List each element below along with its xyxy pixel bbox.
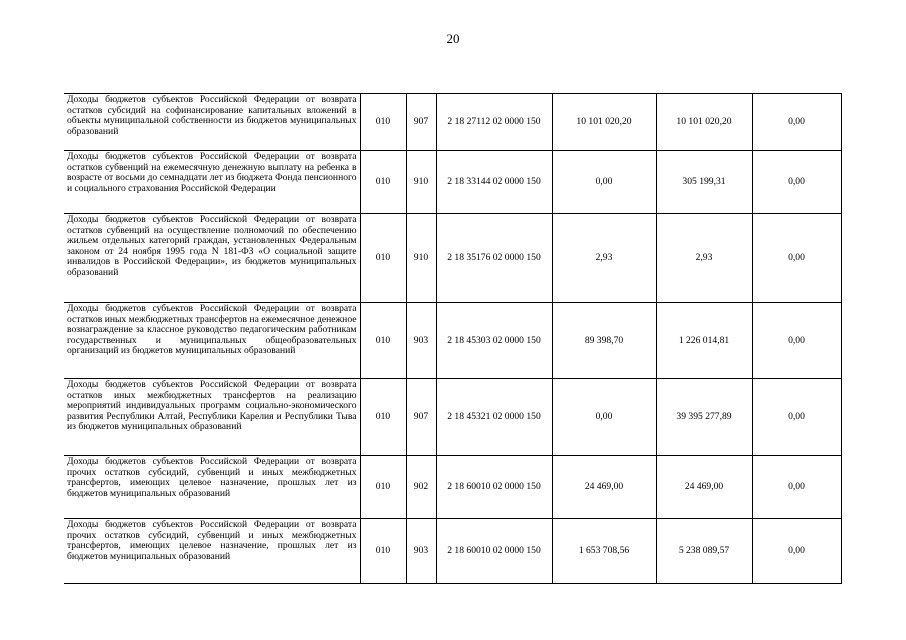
amount-2: 305 199,31 — [656, 151, 752, 214]
administrator-code: 910 — [406, 151, 436, 214]
amount-1: 24 469,00 — [552, 456, 656, 519]
amount-1: 10 101 020,20 — [552, 94, 656, 151]
budget-classification-code: 2 18 60010 02 0000 150 — [436, 519, 552, 584]
table-row — [64, 151, 841, 214]
amount-1: 2,93 — [552, 214, 656, 303]
table-row — [64, 303, 841, 379]
amount-2: 1 226 014,81 — [656, 303, 752, 379]
amount-3: 0,00 — [752, 303, 841, 379]
table-row — [64, 456, 841, 519]
budget-classification-code: 2 18 35176 02 0000 150 — [436, 214, 552, 303]
page-number: 20 — [446, 31, 460, 46]
chapter-code: 010 — [360, 303, 406, 379]
amount-1: 0,00 — [552, 379, 656, 456]
budget-classification-code: 2 18 27112 02 0000 150 — [436, 94, 552, 151]
amount-2: 24 469,00 — [656, 456, 752, 519]
amount-2: 5 238 089,57 — [656, 519, 752, 584]
chapter-code: 010 — [360, 214, 406, 303]
administrator-code: 907 — [406, 94, 436, 151]
administrator-code: 903 — [406, 519, 436, 584]
amount-3: 0,00 — [752, 379, 841, 456]
amount-1: 89 398,70 — [552, 303, 656, 379]
table-row — [64, 94, 841, 151]
administrator-code: 907 — [406, 379, 436, 456]
revenue-description: Доходы бюджетов субъектов Российской Федерации от возврата прочих остатков субсидий, субвенций и иных межбюджетных трансфертов, имеющих целевое назначение, прошлых лет из бюджетов муниципальных образований — [64, 519, 360, 584]
budget-classification-code: 2 18 45303 02 0000 150 — [436, 303, 552, 379]
revenue-description: Доходы бюджетов субъектов Российской Федерации от возврата остатков субвенций на ежемесячную денежную выплату на ребенка в возрасте от восьми до семнадцати лет из бюджета Фонда пенсионного и социального страхования Российской Федерации — [64, 151, 360, 214]
table-row — [64, 379, 841, 456]
amount-3: 0,00 — [752, 519, 841, 584]
revenue-description: Доходы бюджетов субъектов Российской Федерации от возврата остатков иных межбюджетных трансфертов на реализацию мероприятий индивидуальных программ социально-экономического развития Республики Алтай, Республики Карелия и Республики Тыва из бюджетов муниципальных образований — [64, 379, 360, 456]
revenue-description: Доходы бюджетов субъектов Российской Федерации от возврата прочих остатков субсидий, субвенций и иных межбюджетных трансфертов, имеющих целевое назначение, прошлых лет из бюджетов муниципальных образований — [64, 456, 360, 519]
administrator-code: 903 — [406, 303, 436, 379]
amount-3: 0,00 — [752, 94, 841, 151]
amount-3: 0,00 — [752, 456, 841, 519]
table-row — [64, 214, 841, 303]
budget-classification-code: 2 18 60010 02 0000 150 — [436, 456, 552, 519]
chapter-code: 010 — [360, 94, 406, 151]
amount-3: 0,00 — [752, 214, 841, 303]
budget-classification-code: 2 18 45321 02 0000 150 — [436, 379, 552, 456]
chapter-code: 010 — [360, 151, 406, 214]
table-row — [64, 519, 841, 584]
revenue-description: Доходы бюджетов субъектов Российской Федерации от возврата остатков иных межбюджетных трансфертов на ежемесячное денежное вознаграждение за классное руководство педагогическим работникам государственных и муниципальных общеобразовательных организаций из бюджетов муниципальных образований — [64, 303, 360, 379]
amount-1: 1 653 708,56 — [552, 519, 656, 584]
administrator-code: 902 — [406, 456, 436, 519]
amount-1: 0,00 — [552, 151, 656, 214]
amount-3: 0,00 — [752, 151, 841, 214]
chapter-code: 010 — [360, 456, 406, 519]
administrator-code: 910 — [406, 214, 436, 303]
revenue-description: Доходы бюджетов субъектов Российской Федерации от возврата остатков субвенций на осуществление полномочий по обеспечению жильем отдельных категорий граждан, установленных Федеральным законом от 24 ноября 1995 года N 181-ФЗ «О социальной защите инвалидов в Российской Федерации», из бюджетов муниципальных образований — [64, 214, 360, 303]
amount-2: 39 395 277,89 — [656, 379, 752, 456]
chapter-code: 010 — [360, 379, 406, 456]
amount-2: 2,93 — [656, 214, 752, 303]
chapter-code: 010 — [360, 519, 406, 584]
budget-revenue-table — [64, 93, 842, 584]
revenue-description: Доходы бюджетов субъектов Российской Федерации от возврата остатков субсидий на софинансирование капитальных вложений в объекты муниципальной собственности из бюджетов муниципальных образований — [64, 94, 360, 151]
amount-2: 10 101 020,20 — [656, 94, 752, 151]
budget-classification-code: 2 18 33144 02 0000 150 — [436, 151, 552, 214]
